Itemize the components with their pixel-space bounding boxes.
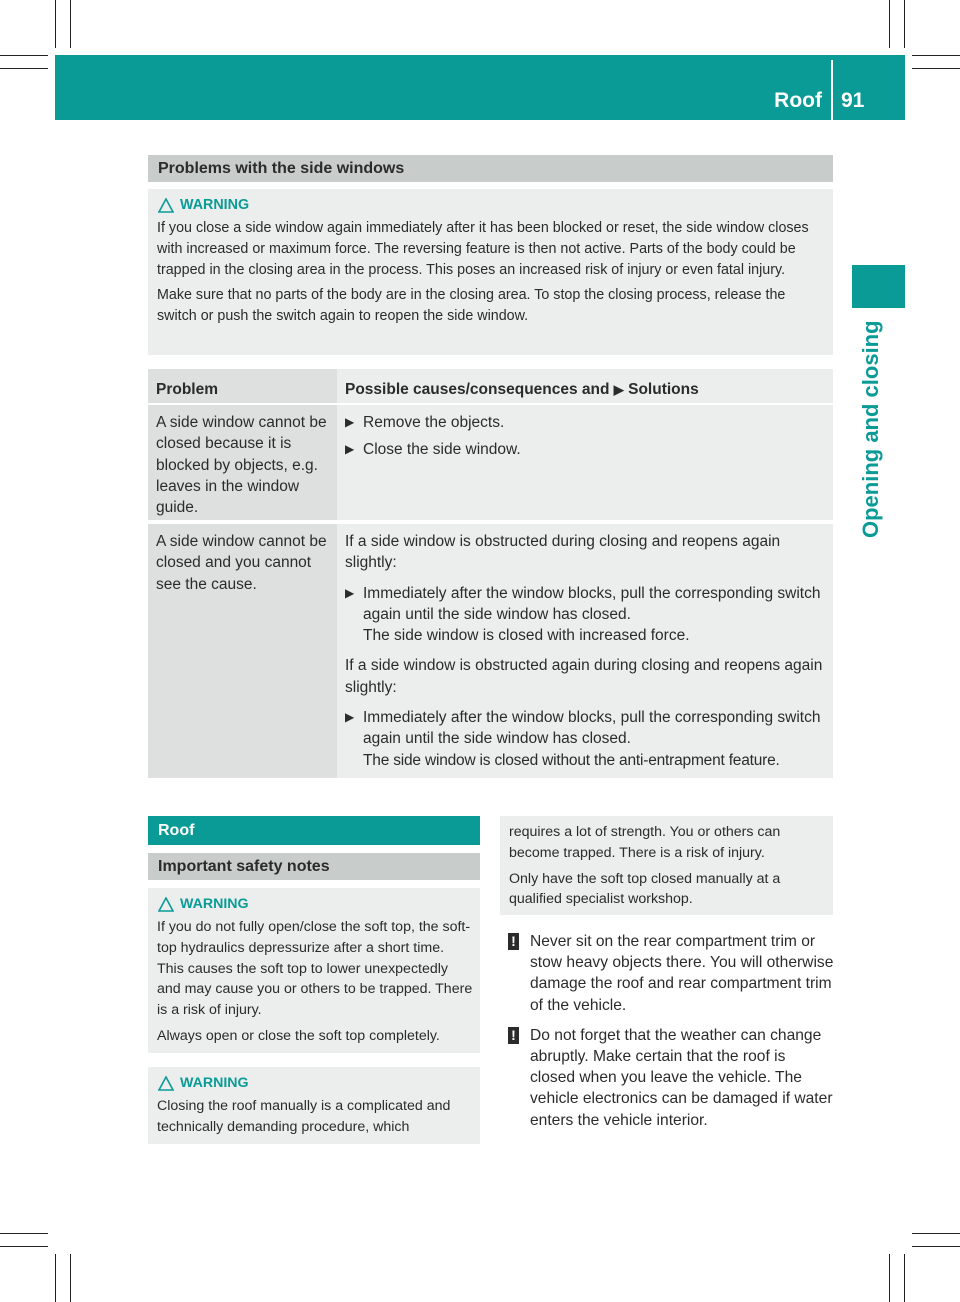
table-header-problem: Problem xyxy=(148,369,337,403)
warning-box-continued xyxy=(500,816,833,915)
crop-mark xyxy=(889,0,890,48)
header-divider xyxy=(831,60,833,120)
list-item-result: The side window is closed without the anti-entrapment feature. xyxy=(363,751,780,769)
table-cell-problem xyxy=(148,524,337,778)
warning-title-text: WARNING xyxy=(180,895,249,912)
crop-mark xyxy=(0,1246,48,1247)
arrow-right-icon: ▶ xyxy=(345,585,355,600)
arrow-right-icon: ▶ xyxy=(613,382,624,397)
crop-mark xyxy=(904,0,905,48)
note-text: Do not forget that the weather can change abruptly. Make certain that the roof is closed when you leave the vehicle. The vehicle electronics can be damaged if water enters the vehicle interior. xyxy=(530,1026,833,1129)
crop-mark xyxy=(70,1254,71,1302)
crop-mark xyxy=(0,55,48,56)
list-item-text: Close the side window. xyxy=(363,441,521,459)
side-tab-label: Opening and closing xyxy=(858,320,883,538)
warning-title-text: WARNING xyxy=(180,1074,249,1091)
header-section-title: Roof xyxy=(774,89,822,112)
crop-mark xyxy=(912,1233,960,1234)
section-heading-side-windows: Problems with the side windows xyxy=(148,155,833,182)
warning-triangle-icon xyxy=(158,198,174,213)
crop-mark xyxy=(55,0,56,48)
list-item-result: The side window is closed with increased force. xyxy=(363,627,690,645)
crop-mark xyxy=(0,68,48,69)
note-item xyxy=(508,1025,834,1131)
warning-text: If you close a side window again immediately after it has been blocked or reset, the side window closes with increased or maximum force. The reversing feature is then not active. Parts of the body could be trapped in the closing area in the process. This poses an increased risk of injury or even fatal injury. xyxy=(157,220,809,278)
warning-text: Always open or close the soft top completely. xyxy=(157,1027,440,1044)
warning-title-text: WARNING xyxy=(180,196,250,213)
warning-title xyxy=(158,1073,472,1093)
crop-mark xyxy=(0,1233,48,1234)
page-number: 91 xyxy=(841,89,865,112)
crop-mark xyxy=(70,0,71,48)
warning-text: Make sure that no parts of the body are in the closing area. To stop the closing process, release the switch or push the switch again to reopen the side window. xyxy=(157,287,786,325)
crop-mark xyxy=(912,55,960,56)
problem-text: A side window cannot be closed and you cannot see the cause. xyxy=(156,533,327,593)
arrow-right-icon: ▶ xyxy=(345,710,355,725)
warning-triangle-icon xyxy=(158,897,174,912)
list-item-text: Immediately after the window blocks, pull the corresponding switch again until the side window has closed. xyxy=(363,584,821,623)
list-item-text: Remove the objects. xyxy=(363,414,505,431)
warning-triangle-icon xyxy=(158,1076,174,1091)
table-header-solutions xyxy=(337,369,833,403)
crop-mark xyxy=(912,68,960,69)
warning-title xyxy=(158,894,474,914)
warning-text: Only have the soft top closed manually at a qualified specialist workshop. xyxy=(509,870,781,908)
subheading-safety-notes: Important safety notes xyxy=(148,853,480,880)
list-item-text: Immediately after the window blocks, pull the corresponding switch again until the side window has closed. xyxy=(363,709,821,748)
problem-text: A side window cannot be closed because it is blocked by objects, e.g. leaves in the window guide. xyxy=(156,414,327,517)
section-heading-roof: Roof xyxy=(148,816,480,845)
notes-list xyxy=(508,931,834,1140)
arrow-right-icon: ▶ xyxy=(345,415,355,429)
solution-intro: If a side window is obstructed during closing and reopens again slightly: xyxy=(345,533,781,572)
solution-intro: If a side window is obstructed again during closing and reopens again slightly: xyxy=(345,657,823,696)
exclamation-icon: ! xyxy=(508,933,519,950)
exclamation-icon: ! xyxy=(508,1027,519,1044)
warning-text: If you do not fully open/close the soft top, the soft-top hydraulics depressurize after a short time. This causes the soft top to lower unexpectedly and may cause you or others to be trapped. There is a risk of injury. xyxy=(157,919,473,1019)
list-item xyxy=(345,412,825,433)
list-item xyxy=(345,439,825,460)
table-header-solutions-suffix: Solutions xyxy=(628,381,699,398)
note-item xyxy=(508,931,834,1016)
crop-mark xyxy=(889,1254,890,1302)
table-header-solutions-prefix: Possible causes/consequences and xyxy=(345,381,610,398)
warning-box xyxy=(148,1067,480,1144)
crop-mark xyxy=(912,1246,960,1247)
crop-mark xyxy=(904,1254,905,1302)
table-cell-solution xyxy=(337,524,833,778)
warning-text: requires a lot of strength. You or others can become trapped. There is a risk of injury. xyxy=(509,824,781,861)
list-item xyxy=(345,707,825,771)
list-item xyxy=(345,583,825,647)
warning-text: Closing the roof manually is a complicated and technically demanding procedure, which xyxy=(157,1098,451,1135)
table-cell-problem xyxy=(148,405,337,520)
warning-title xyxy=(158,195,825,215)
side-tab xyxy=(852,265,905,308)
table-cell-solution xyxy=(337,405,833,520)
warning-box xyxy=(148,888,480,1053)
note-text: Never sit on the rear compartment trim or stow heavy objects there. You will otherwise damage the roof and rear compartment trim of the vehicle. xyxy=(530,933,834,1014)
warning-box xyxy=(148,189,833,355)
crop-mark xyxy=(55,1254,56,1302)
arrow-right-icon: ▶ xyxy=(345,442,355,457)
